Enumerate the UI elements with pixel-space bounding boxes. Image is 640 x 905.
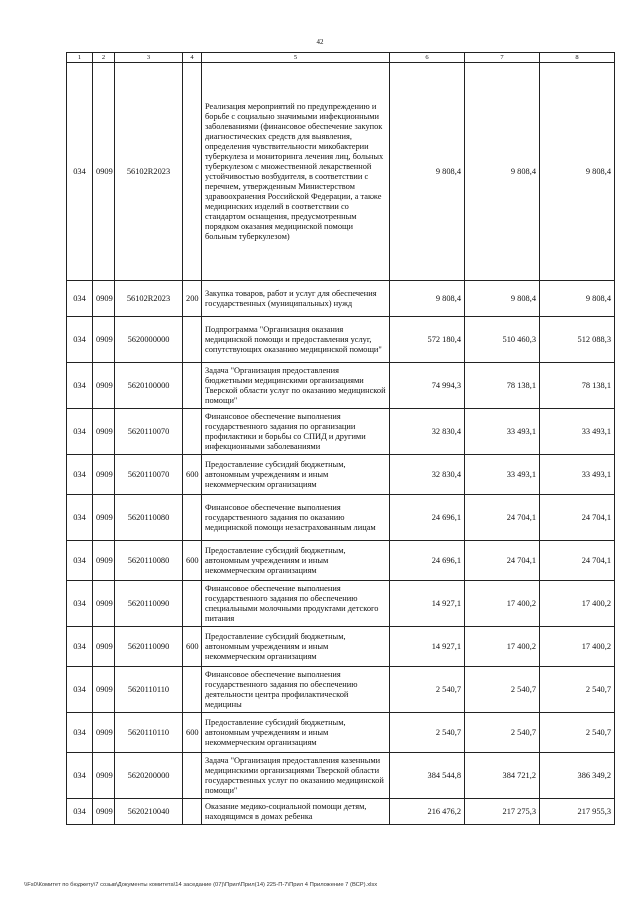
table-row [67, 627, 615, 667]
target-article-cell: 5620110080 [115, 541, 183, 581]
agency-code-cell: 034 [67, 799, 93, 825]
table-row [67, 667, 615, 713]
amount-cell: 24 704,1 [465, 495, 540, 541]
target-article-cell: 56102R2023 [115, 63, 183, 281]
table-row [67, 409, 615, 455]
amount-cell: 2 540,7 [465, 713, 540, 753]
amount-cell: 9 808,4 [465, 281, 540, 317]
description-cell: Задача "Организация предоставления бюджетными медицинскими организациями Тверской области услуг по оказанию медицинской помощи" [202, 363, 390, 409]
agency-code-cell: 034 [67, 363, 93, 409]
section-code-cell: 0909 [93, 281, 115, 317]
section-code-cell: 0909 [93, 495, 115, 541]
description-cell: Финансовое обеспечение выполнения государственного задания по организации профилактики и борьбы со СПИД и другими инфекционными заболеваниями [202, 409, 390, 455]
amount-cell: 14 927,1 [390, 627, 465, 667]
file-path-footer: \\Fs0\Комитет по бюджету\7 созыв\Документы комитета\14 заседание (07)\Прил\Прил(14) 225-П-7\Прил 4 Приложение 7 (ВСР).xlsx [24, 882, 378, 888]
amount-cell: 17 400,2 [540, 627, 615, 667]
description-cell: Предоставление субсидий бюджетным, автономным учреждениям и иным некоммерческим организациям [202, 627, 390, 667]
agency-code-cell: 034 [67, 63, 93, 281]
amount-cell: 9 808,4 [540, 281, 615, 317]
column-number-row [67, 53, 615, 63]
table-row [67, 317, 615, 363]
target-article-cell: 5620200000 [115, 753, 183, 799]
target-article-cell: 5620000000 [115, 317, 183, 363]
description-cell: Подпрограмма "Организация оказания медицинской помощи и предоставления услуг, сопутствующих оказанию медицинской помощи" [202, 317, 390, 363]
amount-cell: 216 476,2 [390, 799, 465, 825]
section-code-cell: 0909 [93, 627, 115, 667]
amount-cell: 24 696,1 [390, 495, 465, 541]
description-cell: Оказание медико-социальной помощи детям, находящимся в домах ребенка [202, 799, 390, 825]
target-article-cell: 56102R2023 [115, 281, 183, 317]
target-article-cell: 5620110080 [115, 495, 183, 541]
agency-code-cell: 034 [67, 713, 93, 753]
agency-code-cell: 034 [67, 281, 93, 317]
target-article-cell: 5620110090 [115, 581, 183, 627]
expense-type-cell [183, 409, 202, 455]
agency-code-cell: 034 [67, 541, 93, 581]
description-cell: Предоставление субсидий бюджетным, автономным учреждениям и иным некоммерческим организациям [202, 713, 390, 753]
agency-code-cell: 034 [67, 455, 93, 495]
table-row [67, 581, 615, 627]
target-article-cell: 5620110070 [115, 455, 183, 495]
description-cell: Задача "Организация предоставления казенными медицинскими организациями Тверской области государственных услуг по оказанию медицинской помощи" [202, 753, 390, 799]
amount-cell: 33 493,1 [465, 409, 540, 455]
amount-cell: 78 138,1 [465, 363, 540, 409]
section-code-cell: 0909 [93, 753, 115, 799]
amount-cell: 9 808,4 [540, 63, 615, 281]
description-cell: Предоставление субсидий бюджетным, автономным учреждениям и иным некоммерческим организациям [202, 541, 390, 581]
amount-cell: 24 704,1 [465, 541, 540, 581]
agency-code-cell: 034 [67, 495, 93, 541]
amount-cell: 384 544,8 [390, 753, 465, 799]
column-header: 3 [115, 53, 183, 63]
page-number: 42 [316, 38, 324, 46]
table-row [67, 495, 615, 541]
table-row [67, 455, 615, 495]
description-cell: Финансовое обеспечение выполнения государственного задания по обеспечению деятельности центра профилактической медицины [202, 667, 390, 713]
expense-type-cell: 600 [183, 455, 202, 495]
target-article-cell: 5620110110 [115, 667, 183, 713]
section-code-cell: 0909 [93, 363, 115, 409]
column-header: 5 [202, 53, 390, 63]
amount-cell: 2 540,7 [390, 713, 465, 753]
amount-cell: 217 955,3 [540, 799, 615, 825]
agency-code-cell: 034 [67, 409, 93, 455]
amount-cell: 386 349,2 [540, 753, 615, 799]
section-code-cell: 0909 [93, 713, 115, 753]
description-cell: Финансовое обеспечение выполнения государственного задания по оказанию медицинской помощи незастрахованным лицам [202, 495, 390, 541]
target-article-cell: 5620110070 [115, 409, 183, 455]
amount-cell: 14 927,1 [390, 581, 465, 627]
amount-cell: 33 493,1 [540, 409, 615, 455]
table-row [67, 713, 615, 753]
target-article-cell: 5620100000 [115, 363, 183, 409]
agency-code-cell: 034 [67, 667, 93, 713]
expense-type-cell: 600 [183, 713, 202, 753]
column-header: 6 [390, 53, 465, 63]
section-code-cell: 0909 [93, 63, 115, 281]
section-code-cell: 0909 [93, 317, 115, 363]
amount-cell: 9 808,4 [390, 281, 465, 317]
column-header: 7 [465, 53, 540, 63]
target-article-cell: 5620110090 [115, 627, 183, 667]
amount-cell: 512 088,3 [540, 317, 615, 363]
amount-cell: 572 180,4 [390, 317, 465, 363]
expense-type-cell [183, 63, 202, 281]
section-code-cell: 0909 [93, 581, 115, 627]
agency-code-cell: 034 [67, 627, 93, 667]
amount-cell: 78 138,1 [540, 363, 615, 409]
agency-code-cell: 034 [67, 753, 93, 799]
table-row [67, 63, 615, 281]
amount-cell: 33 493,1 [465, 455, 540, 495]
amount-cell: 32 830,4 [390, 409, 465, 455]
section-code-cell: 0909 [93, 541, 115, 581]
section-code-cell: 0909 [93, 799, 115, 825]
target-article-cell: 5620210040 [115, 799, 183, 825]
amount-cell: 2 540,7 [465, 667, 540, 713]
amount-cell: 17 400,2 [465, 627, 540, 667]
expense-type-cell: 600 [183, 541, 202, 581]
section-code-cell: 0909 [93, 409, 115, 455]
agency-code-cell: 034 [67, 581, 93, 627]
amount-cell: 17 400,2 [465, 581, 540, 627]
description-cell: Предоставление субсидий бюджетным, автономным учреждениям и иным некоммерческим организациям [202, 455, 390, 495]
agency-code-cell: 034 [67, 317, 93, 363]
table-row [67, 541, 615, 581]
description-cell: Закупка товаров, работ и услуг для обеспечения государственных (муниципальных) нужд [202, 281, 390, 317]
expense-type-cell [183, 495, 202, 541]
amount-cell: 2 540,7 [540, 713, 615, 753]
column-header: 4 [183, 53, 202, 63]
description-cell: Реализация мероприятий по предупреждению и борьбе с социально значимыми инфекционными заболеваниями (финансовое обеспечение закупок диагностических средств для выявления, определения чувствительности микобактерии туберкулеза и мониторинга лечения лиц, больных туберкулезом с множественной лекарственной устойчивостью возбудителя, в соответствии с перечнем, утвержденным Министерством здравоохранения Российской Федерации, а также медицинских изделий в соответствии со стандартом оснащения, предусмотренным порядком оказания медицинской помощи больным туберкулезом) [202, 63, 390, 281]
amount-cell: 33 493,1 [540, 455, 615, 495]
amount-cell: 9 808,4 [390, 63, 465, 281]
description-cell: Финансовое обеспечение выполнения государственного задания по обеспечению специальными молочными продуктами детского питания [202, 581, 390, 627]
expense-type-cell: 200 [183, 281, 202, 317]
target-article-cell: 5620110110 [115, 713, 183, 753]
expense-type-cell [183, 799, 202, 825]
table-row [67, 753, 615, 799]
amount-cell: 9 808,4 [465, 63, 540, 281]
amount-cell: 24 696,1 [390, 541, 465, 581]
expense-type-cell [183, 581, 202, 627]
table-row [67, 281, 615, 317]
amount-cell: 2 540,7 [390, 667, 465, 713]
amount-cell: 17 400,2 [540, 581, 615, 627]
amount-cell: 510 460,3 [465, 317, 540, 363]
column-header: 2 [93, 53, 115, 63]
budget-table [66, 52, 615, 825]
amount-cell: 2 540,7 [540, 667, 615, 713]
section-code-cell: 0909 [93, 667, 115, 713]
column-header: 1 [67, 53, 93, 63]
amount-cell: 217 275,3 [465, 799, 540, 825]
table-row [67, 799, 615, 825]
section-code-cell: 0909 [93, 455, 115, 495]
column-header: 8 [540, 53, 615, 63]
amount-cell: 24 704,1 [540, 495, 615, 541]
amount-cell: 74 994,3 [390, 363, 465, 409]
table-row [67, 363, 615, 409]
amount-cell: 32 830,4 [390, 455, 465, 495]
amount-cell: 384 721,2 [465, 753, 540, 799]
expense-type-cell [183, 317, 202, 363]
expense-type-cell [183, 667, 202, 713]
expense-type-cell: 600 [183, 627, 202, 667]
amount-cell: 24 704,1 [540, 541, 615, 581]
expense-type-cell [183, 363, 202, 409]
expense-type-cell [183, 753, 202, 799]
